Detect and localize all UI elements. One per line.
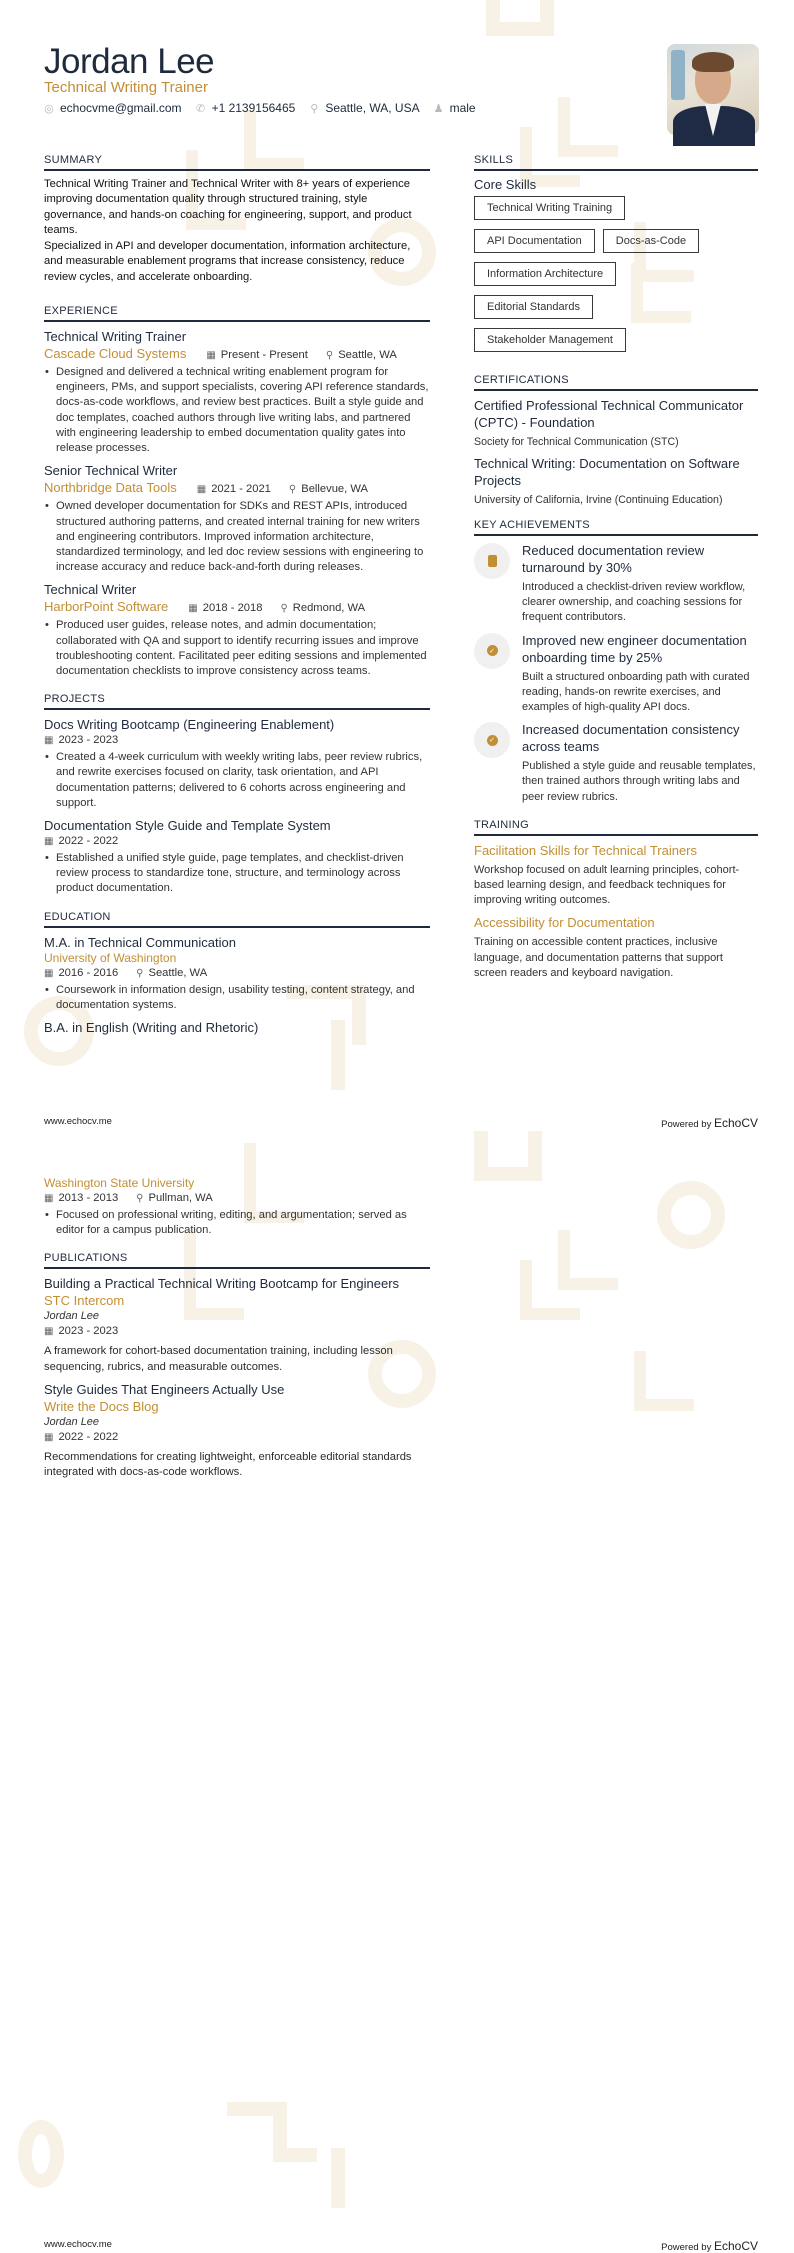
project-name: Docs Writing Bootcamp (Engineering Enablement) — [44, 717, 335, 733]
publication-entry — [44, 1381, 430, 1480]
skill-chip: Information Architecture — [474, 262, 616, 286]
project-entry — [44, 817, 430, 897]
bullet-item: • Produced user guides, release notes, and admin documentation; collaborated with QA and support to identify recurring issues and improve troubleshooting content. Facilitated peer editing sessions and implemented documentation checklists to improve consistency across teams. — [44, 618, 430, 679]
calendar-icon: ▦ — [188, 603, 198, 615]
footer-powered-by: Powered by EchoCV — [661, 2239, 758, 2253]
gender-value: male — [449, 101, 476, 115]
contact-email[interactable] — [44, 101, 182, 115]
footer-website-link[interactable]: www.echocv.me — [44, 2239, 112, 2250]
left-column — [44, 154, 430, 1042]
project-bullets — [44, 851, 430, 897]
job-title: Senior Technical Writer — [44, 463, 178, 479]
footer-brand[interactable]: EchoCV — [713, 2239, 758, 2253]
candidate-name: Jordan Lee — [44, 42, 215, 81]
achievement-description: Introduced a checklist-driven review workflow, clearer ownership, and coaching sessions for frequent contributors. — [522, 581, 746, 624]
education-bullets — [44, 1208, 430, 1238]
section-title-achievements: KEY ACHIEVEMENTS — [474, 519, 758, 536]
section-title-education: EDUCATION — [44, 911, 430, 928]
section-title-certifications: CERTIFICATIONS — [474, 374, 758, 391]
location-icon: ⚲ — [310, 102, 319, 115]
skill-chip: Technical Writing Training — [474, 196, 625, 220]
skill-chip: Stakeholder Management — [474, 328, 626, 352]
location-icon: ⚲ — [136, 967, 144, 979]
education-location: ⚲ Seattle, WA — [136, 966, 208, 979]
experience-entry — [44, 328, 430, 456]
calendar-icon: ▦ — [44, 1193, 54, 1204]
contact-gender — [434, 101, 476, 115]
section-title-projects: PROJECTS — [44, 693, 430, 710]
job-title: Technical Writer — [44, 582, 137, 598]
publication-dates: ▦ 2022 - 2022 — [44, 1430, 119, 1443]
achievement-description: Published a style guide and reusable templates, then trained authors through writing labs and peer review rubrics. — [522, 760, 756, 803]
section-title-experience: EXPERIENCE — [44, 305, 430, 322]
training-name: Accessibility for Documentation — [474, 915, 655, 931]
achievement-item — [474, 632, 758, 716]
achievement-item — [474, 542, 758, 626]
calendar-icon: ▦ — [196, 484, 207, 496]
job-meta — [197, 482, 368, 497]
summary-section — [44, 154, 430, 285]
project-name: Documentation Style Guide and Template System — [44, 817, 331, 833]
project-dates: ▦ 2023 - 2023 — [44, 734, 119, 747]
education-entry-continued — [44, 1176, 430, 1238]
publication-title: Style Guides That Engineers Actually Use — [44, 1381, 285, 1397]
bullet-item: • Focused on professional writing, editing, and argumentation; served as editor for a campus publication. — [44, 1208, 430, 1238]
publication-publisher: Write the Docs Blog — [44, 1398, 159, 1414]
publication-author: Jordan Lee — [44, 1310, 100, 1323]
education-dates: ▦ 2013 - 2013 — [44, 1192, 119, 1204]
achievement-title: Improved new engineer documentation onboarding time by 25% — [522, 632, 747, 665]
summary-paragraph: Technical Writing Trainer and Technical Writer with 8+ years of experience improving documentation quality through structured training, style governance, and hands-on coaching for engineering, support, and product teams. — [44, 178, 412, 236]
footer-powered-by: Powered by EchoCV — [661, 1116, 758, 1130]
person-icon: ♟ — [433, 102, 444, 115]
experience-entry — [44, 462, 430, 575]
skills-section — [474, 154, 758, 352]
page-footer — [44, 1116, 758, 1130]
section-title-training: TRAINING — [474, 819, 758, 836]
certification-issuer: Society for Technical Communication (STC) — [474, 436, 679, 448]
company-name: HarborPoint Software — [44, 599, 169, 615]
skills-chips — [474, 196, 754, 352]
job-dates: ▦ 2021 - 2021 — [196, 483, 271, 496]
education-section — [44, 911, 430, 1036]
job-meta — [206, 348, 397, 363]
achievement-title: Increased documentation consistency across teams — [522, 722, 740, 755]
contact-location — [309, 101, 419, 115]
award-icon: ✓ — [474, 722, 510, 758]
school-name: Washington State University — [44, 1176, 195, 1190]
calendar-icon: ▦ — [44, 835, 54, 847]
education-meta — [44, 966, 430, 981]
training-section — [474, 819, 758, 981]
location-icon: ⚲ — [288, 484, 297, 496]
project-dates: ▦ 2022 - 2022 — [44, 834, 119, 847]
publication-dates: ▦ 2023 - 2023 — [44, 1325, 119, 1338]
location-value: Seattle, WA, USA — [325, 101, 420, 115]
bullet-item: • Established a unified style guide, page templates, and checklist-driven review process to standardize tone, structure, and terminology across product documentation. — [44, 851, 430, 897]
footer-website-link[interactable]: www.echocv.me — [44, 1116, 112, 1127]
certification-issuer: University of California, Irvine (Continuing Education) — [474, 494, 723, 506]
calendar-icon: ▦ — [44, 1431, 54, 1443]
achievement-description: Built a structured onboarding path with curated reading, hands-on rewrite exercises, and examples of high-quality API docs. — [522, 670, 750, 714]
achievement-title: Reduced documentation review turnaround by 30% — [522, 543, 705, 575]
job-meta-row — [44, 345, 430, 363]
summary-paragraph: Specialized in API and developer documentation, information architecture, and measurable enablement programs that increase consistency, reduce review cycles, and accelerate onboarding. — [44, 240, 411, 283]
education-entry — [44, 934, 430, 1013]
section-title-skills: SKILLS — [474, 154, 758, 171]
job-dates: ▦ Present - Present — [206, 349, 308, 362]
phone-value: +1 2139156465 — [211, 101, 296, 115]
education-location: ⚲ Pullman, WA — [136, 1192, 213, 1204]
job-meta-row — [44, 479, 430, 497]
bullet-item: • Coursework in information design, usability testing, content strategy, and documentation systems. — [44, 983, 430, 1013]
job-location: ⚲ Bellevue, WA — [288, 483, 368, 496]
award-icon: ✓ — [474, 633, 510, 669]
profile-photo — [667, 44, 759, 135]
location-icon: ⚲ — [280, 603, 288, 615]
company-name: Cascade Cloud Systems — [44, 346, 187, 362]
location-icon: ⚲ — [325, 350, 334, 362]
email-value: echocvme@gmail.com — [60, 101, 182, 115]
decor-bar — [331, 2148, 345, 2208]
job-meta — [188, 601, 365, 616]
email-icon: ◎ — [44, 102, 54, 115]
training-name: Facilitation Skills for Technical Trainers — [474, 842, 698, 858]
resume-page-2 — [0, 1123, 794, 2253]
education-dates: ▦ 2016 - 2016 — [44, 966, 119, 979]
calendar-icon: ▦ — [44, 1326, 54, 1338]
calendar-icon: ▦ — [44, 735, 54, 747]
job-dates: ▦ 2018 - 2018 — [188, 602, 263, 615]
experience-section — [44, 305, 430, 679]
training-description: Workshop focused on adult learning principles, cohort-based learning design, and feedback techniques for improving writing outcomes. — [474, 863, 740, 907]
degree-name: B.A. in English (Writing and Rhetoric) — [44, 1019, 259, 1035]
experience-entry — [44, 581, 430, 679]
company-name: Northbridge Data Tools — [44, 480, 177, 496]
decor-ring — [18, 2120, 64, 2188]
certification-name: Certified Professional Technical Communicator (CPTC) - Foundation — [474, 398, 744, 430]
project-entry — [44, 716, 430, 811]
skill-chip: API Documentation — [474, 229, 595, 253]
decor-u-shape — [486, 0, 554, 36]
footer-brand[interactable]: EchoCV — [713, 1116, 758, 1130]
education-meta — [44, 1191, 430, 1206]
section-title-summary: SUMMARY — [44, 154, 430, 171]
skills-group-title: Core Skills — [474, 177, 537, 192]
phone-icon: ✆ — [195, 102, 206, 115]
job-location: ⚲ Seattle, WA — [325, 349, 397, 362]
certification-name: Technical Writing: Documentation on Software Projects — [474, 456, 740, 488]
skill-chip: Docs-as-Code — [603, 229, 699, 253]
degree-name: M.A. in Technical Communication — [44, 934, 236, 950]
decor-corner-shape — [227, 2102, 287, 2162]
job-meta-row — [44, 598, 430, 616]
publication-description: A framework for cohort-based documentation training, including lesson sequencing, rubrics, and measurable outcomes. — [44, 1345, 393, 1373]
project-bullets — [44, 750, 430, 811]
decor-ring — [657, 1181, 725, 1249]
training-description: Training on accessible content practices, inclusive language, and documentation patterns that support screen readers and keyboard navigation. — [474, 936, 723, 979]
left-column-continued — [44, 1176, 430, 1486]
contact-bar — [44, 101, 476, 115]
job-bullets — [44, 365, 430, 456]
projects-section — [44, 693, 430, 896]
publication-description: Recommendations for creating lightweight, enforceable editorial standards integrated with docs-as-code workflows. — [44, 1450, 412, 1479]
decor-l-shape — [520, 1260, 580, 1320]
calendar-icon: ▦ — [206, 350, 216, 362]
right-column — [474, 154, 758, 987]
job-bullets — [44, 499, 430, 575]
skill-chip: Editorial Standards — [474, 295, 593, 319]
publications-section — [44, 1252, 430, 1480]
decor-l-shape — [634, 1351, 694, 1411]
job-bullets — [44, 618, 430, 679]
publication-author: Jordan Lee — [44, 1415, 100, 1428]
calendar-icon: ▦ — [44, 967, 54, 979]
job-location: ⚲ Redmond, WA — [280, 602, 366, 615]
publication-publisher: STC Intercom — [44, 1293, 125, 1309]
education-bullets — [44, 983, 430, 1013]
calculator-icon — [474, 543, 510, 579]
page-footer — [44, 2239, 758, 2253]
education-entry — [44, 1019, 430, 1036]
candidate-role: Technical Writing Trainer — [44, 79, 208, 96]
certifications-section — [474, 374, 758, 507]
bullet-item: • Designed and delivered a technical writing enablement program for engineers, PMs, and support specialists, covering API reference standards, docs-as-code workflows, and review best practices. Built a style guide and doc templates, coached authors through live writing labs, and partnered with engineering leadership to embed documentation quality gates into release processes. — [44, 365, 430, 456]
bullet-item: • Owned developer documentation for SDKs and REST APIs, introduced structured authoring patterns, and created internal training for new writers and engineering contributors. Improved information architecture, standardized terminology, and led doc review sessions with engineering to increase accuracy and reduce back-and-forth during releases. — [44, 499, 430, 575]
section-title-publications: PUBLICATIONS — [44, 1252, 430, 1269]
school-name: University of Washington — [44, 950, 177, 965]
publication-title: Building a Practical Technical Writing Bootcamp for Engineers — [44, 1276, 400, 1292]
location-icon: ⚲ — [136, 1193, 144, 1204]
decor-u-shape — [474, 1131, 542, 1181]
achievement-item — [474, 721, 758, 805]
job-title: Technical Writing Trainer — [44, 329, 187, 345]
contact-phone[interactable] — [196, 101, 296, 115]
achievements-section — [474, 519, 758, 805]
publication-entry — [44, 1275, 430, 1374]
decor-corner-shape — [287, 2148, 317, 2208]
bullet-item: • Created a 4-week curriculum with weekly writing labs, peer review rubrics, and rewrite exercises focused on clarity, task orientation, and API documentation patterns; delivered to 6 cohorts across engineering and support. — [44, 750, 430, 811]
